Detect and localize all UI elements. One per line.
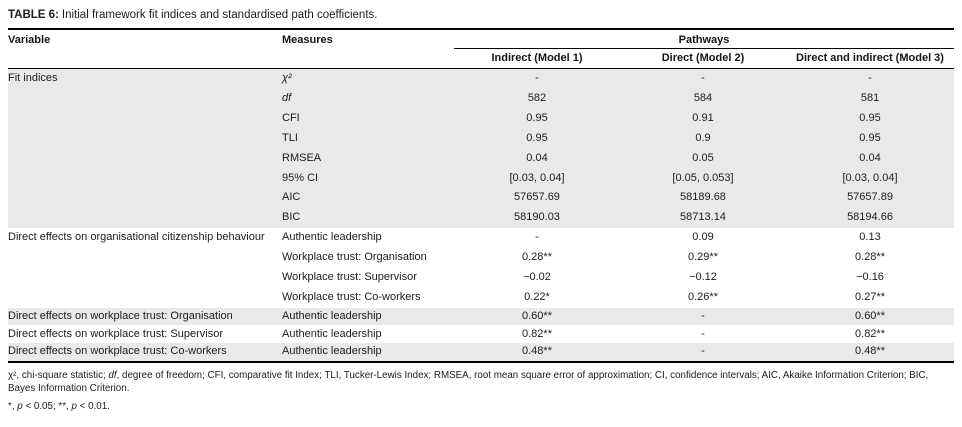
column-header-pathways: Pathways (454, 29, 954, 49)
value-cell: 0.9 (620, 129, 786, 149)
value-cell: 0.04 (454, 149, 620, 169)
variable-cell: Direct effects on workplace trust: Organisation (8, 308, 282, 326)
value-cell: 57657.69 (454, 188, 620, 208)
table-body (8, 69, 954, 363)
footnote-segment: , chi-square statistic; (16, 370, 109, 382)
value-cell: - (786, 69, 954, 89)
value-cell: 0.26** (688, 290, 718, 303)
column-header-variable: Variable (8, 29, 282, 69)
measure-cell: df (282, 89, 454, 109)
value-cell: - (620, 343, 786, 362)
value-cell: 58190.03 (454, 208, 620, 228)
value-cell: 0.04 (786, 149, 954, 169)
measure-cell: Workplace trust: Co-workers (282, 290, 421, 303)
value-cell: 0.28** (522, 251, 552, 264)
column-header-measures: Measures (282, 29, 454, 69)
value-cell: 0.09 (692, 231, 714, 244)
value-cell: 0.28** (855, 251, 885, 264)
measure-cell: Authentic leadership (282, 231, 382, 244)
measure-cell: Workplace trust: Supervisor (282, 270, 417, 283)
value-cell: 0.95 (454, 109, 620, 129)
value-cell: 57657.89 (786, 188, 954, 208)
value-cell: - (454, 69, 620, 89)
data-table (8, 28, 954, 363)
measure-cell: Workplace trust: Organisation (282, 251, 427, 264)
column-header-model-2: Direct (Model 2) (620, 49, 786, 69)
value-cell: −0.16 (856, 270, 884, 283)
value-cell: 584 (620, 89, 786, 109)
value-cell: 0.05 (620, 149, 786, 169)
value-cell: - (620, 308, 786, 326)
value-cell: 0.13 (859, 231, 881, 244)
value-cell: [0.03, 0.04] (454, 168, 620, 188)
measure-cell: 95% CI (282, 168, 454, 188)
footnote-segment: χ² (8, 370, 17, 382)
value-cell: 0.82** (855, 327, 885, 340)
value-cell: 0.48** (454, 343, 620, 362)
value-cell: [0.03, 0.04] (786, 168, 954, 188)
footnote-segment: *, (8, 401, 18, 413)
table-caption: Initial framework fit indices and standardised path coefficients. (61, 9, 378, 21)
variable-cell: Direct effects on workplace trust: Supervisor (8, 327, 223, 340)
measure-cell: CFI (282, 109, 454, 129)
value-cell: 582 (454, 89, 620, 109)
value-cell: 581 (786, 89, 954, 109)
measure-cell: BIC (282, 208, 454, 228)
value-cell: 0.91 (620, 109, 786, 129)
table-title (8, 5, 954, 28)
measure-cell: Authentic leadership (282, 327, 382, 340)
footnote-segment: p (71, 401, 77, 413)
value-cell: 0.29** (688, 251, 718, 264)
table-row (8, 228, 954, 248)
value-cell: 0.95 (454, 129, 620, 149)
footnote-segment: df (108, 370, 117, 382)
footnote-segment: , degree of freedom; CFI, comparative fit Index; TLI, Tucker-Lewis Index; RMSEA, root mean square error of approximation; CI, confidence intervals; AIC, Akaike Information Criterion; BIC, Bayes Information Criterion. (8, 370, 929, 394)
table-header (8, 29, 954, 69)
value-cell: 58189.68 (620, 188, 786, 208)
table-row (8, 325, 954, 343)
measure-cell: RMSEA (282, 149, 454, 169)
value-cell: 0.95 (786, 129, 954, 149)
footnote-definitions (8, 370, 954, 395)
value-cell: −0.12 (689, 270, 717, 283)
measure-cell: χ² (282, 69, 454, 89)
variable-cell: Fit indices (8, 69, 282, 229)
value-cell: 0.48** (786, 343, 954, 362)
header-row-1 (8, 29, 954, 49)
measure-cell: Authentic leadership (282, 343, 454, 362)
value-cell: 0.95 (786, 109, 954, 129)
table-row (8, 69, 954, 89)
measure-cell: TLI (282, 129, 454, 149)
value-cell: −0.02 (523, 270, 551, 283)
value-cell: - (535, 231, 539, 244)
column-header-model-1: Indirect (Model 1) (454, 49, 620, 69)
value-cell: 58713.14 (620, 208, 786, 228)
value-cell: - (620, 69, 786, 89)
column-header-model-3: Direct and indirect (Model 3) (786, 49, 954, 69)
table-number-label: TABLE 6: (8, 9, 59, 21)
variable-cell: Direct effects on workplace trust: Co-workers (8, 343, 282, 362)
value-cell: [0.05, 0.053] (620, 168, 786, 188)
measure-cell: Authentic leadership (282, 308, 454, 326)
table-row (8, 343, 954, 362)
value-cell: 0.60** (786, 308, 954, 326)
value-cell: 0.27** (855, 290, 885, 303)
value-cell: 0.82** (522, 327, 552, 340)
footnote-segment: p (17, 401, 23, 413)
value-cell: 58194.66 (786, 208, 954, 228)
measure-cell: AIC (282, 188, 454, 208)
variable-cell: Direct effects on organisational citizenship behaviour (8, 231, 265, 244)
table-row (8, 308, 954, 326)
value-cell: - (701, 327, 705, 340)
value-cell: 0.60** (454, 308, 620, 326)
value-cell: 0.22* (524, 290, 550, 303)
footnote-segment: < 0.01. (76, 401, 110, 413)
footnote-segment: < 0.05; **, (22, 401, 72, 413)
footnote-significance (8, 401, 954, 414)
